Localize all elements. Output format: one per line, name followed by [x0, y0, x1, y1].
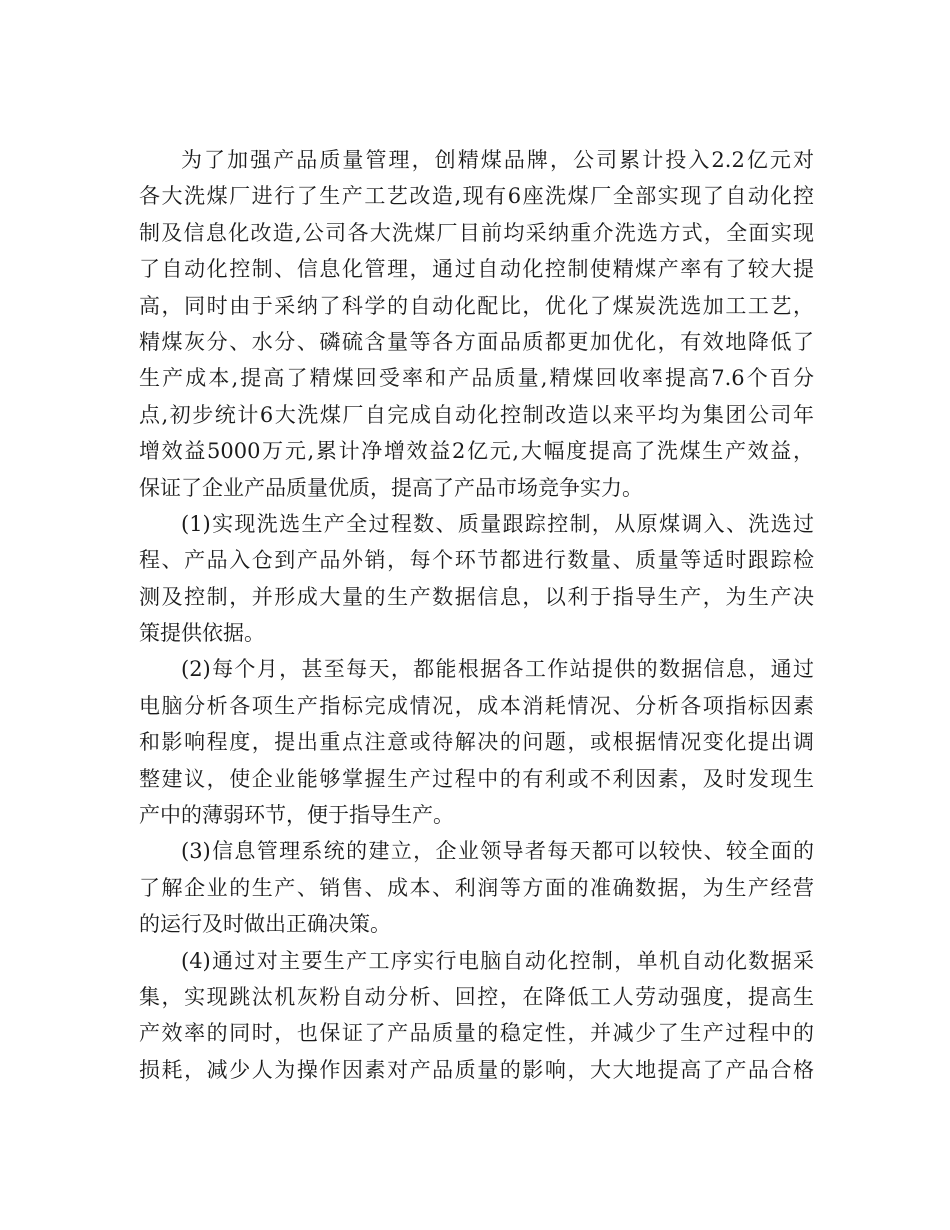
- text-line: 生产成本,提高了精煤回受率和产品质量,精煤回收率提高7.6个百分: [139, 366, 814, 391]
- text-line: 产中的薄弱环节，便于指导生产。: [139, 803, 454, 828]
- text-line: 的运行及时做出正确决策。: [139, 912, 391, 937]
- text-line: 点,初步统计6大洗煤厂自完成自动化控制改造以来平均为集团公司年: [139, 402, 814, 427]
- document-body: [139, 142, 814, 1088]
- paragraph-item-1: [139, 506, 814, 652]
- paragraph-item-4: [139, 943, 814, 1089]
- text-line: 制及信息化改造,公司各大洗煤厂目前均采纳重介洗选方式，全面实现: [139, 220, 814, 245]
- text-line: 保证了企业产品质量优质，提高了产品市场竞争实力。: [139, 475, 643, 500]
- text-line: 和影响程度，提出重点注意或待解决的问题，或根据情况变化提出调: [139, 730, 814, 755]
- text-line: 精煤灰分、水分、磷硫含量等各方面品质都更加优化，有效地降低了: [139, 329, 814, 354]
- text-line: 测及控制，并形成大量的生产数据信息，以利于指导生产，为生产决: [139, 584, 814, 609]
- text-line: 产效率的同时，也保证了产品质量的稳定性，并减少了生产过程中的: [139, 1021, 814, 1046]
- text-line: 程、产品入仓到产品外销，每个环节都进行数量、质量等适时跟踪检: [139, 548, 814, 573]
- text-line: (2)每个月，甚至每天，都能根据各工作站提供的数据信息，通过: [181, 657, 814, 682]
- text-line: 电脑分析各项生产指标完成情况，成本消耗情况、分析各项指标因素: [139, 693, 814, 718]
- text-line: 为了加强产品质量管理，创精煤品牌，公司累计投入2.2亿元对: [181, 148, 814, 172]
- text-line: 增效益5000万元,累计净增效益2亿元,大幅度提高了洗煤生产效益，: [139, 439, 814, 464]
- text-line: (4)通过对主要生产工序实行电脑自动化控制，单机自动化数据采: [181, 948, 814, 973]
- text-line: 策提供依据。: [139, 621, 265, 646]
- text-line: 损耗，减少人为操作因素对产品质量的影响，大大地提高了产品合格: [139, 1057, 814, 1082]
- text-line: (1)实现洗选生产全过程数、质量跟踪控制，从原煤调入、洗选过: [181, 511, 814, 536]
- text-line: 各大洗煤厂进行了生产工艺改造,现有6座洗煤厂全部实现了自动化控: [139, 184, 814, 209]
- text-line: 了解企业的生产、销售、成本、利润等方面的准确数据，为生产经营: [139, 875, 814, 900]
- text-line: 高，同时由于采纳了科学的自动化配比，优化了煤炭洗选加工工艺，: [139, 293, 814, 318]
- text-line: 了自动化控制、信息化管理，通过自动化控制使精煤产率有了较大提: [139, 257, 814, 282]
- text-line: 整建议，使企业能够掌握生产过程中的有利或不利因素，及时发现生: [139, 766, 814, 791]
- paragraph-item-2: [139, 651, 814, 833]
- text-line: 集，实现跳汰机灰粉自动分析、回控，在降低工人劳动强度，提高生: [139, 984, 814, 1009]
- paragraph-intro: [139, 142, 814, 506]
- paragraph-item-3: [139, 833, 814, 942]
- text-line: (3)信息管理系统的建立，企业领导者每天都可以较快、较全面的: [181, 839, 814, 864]
